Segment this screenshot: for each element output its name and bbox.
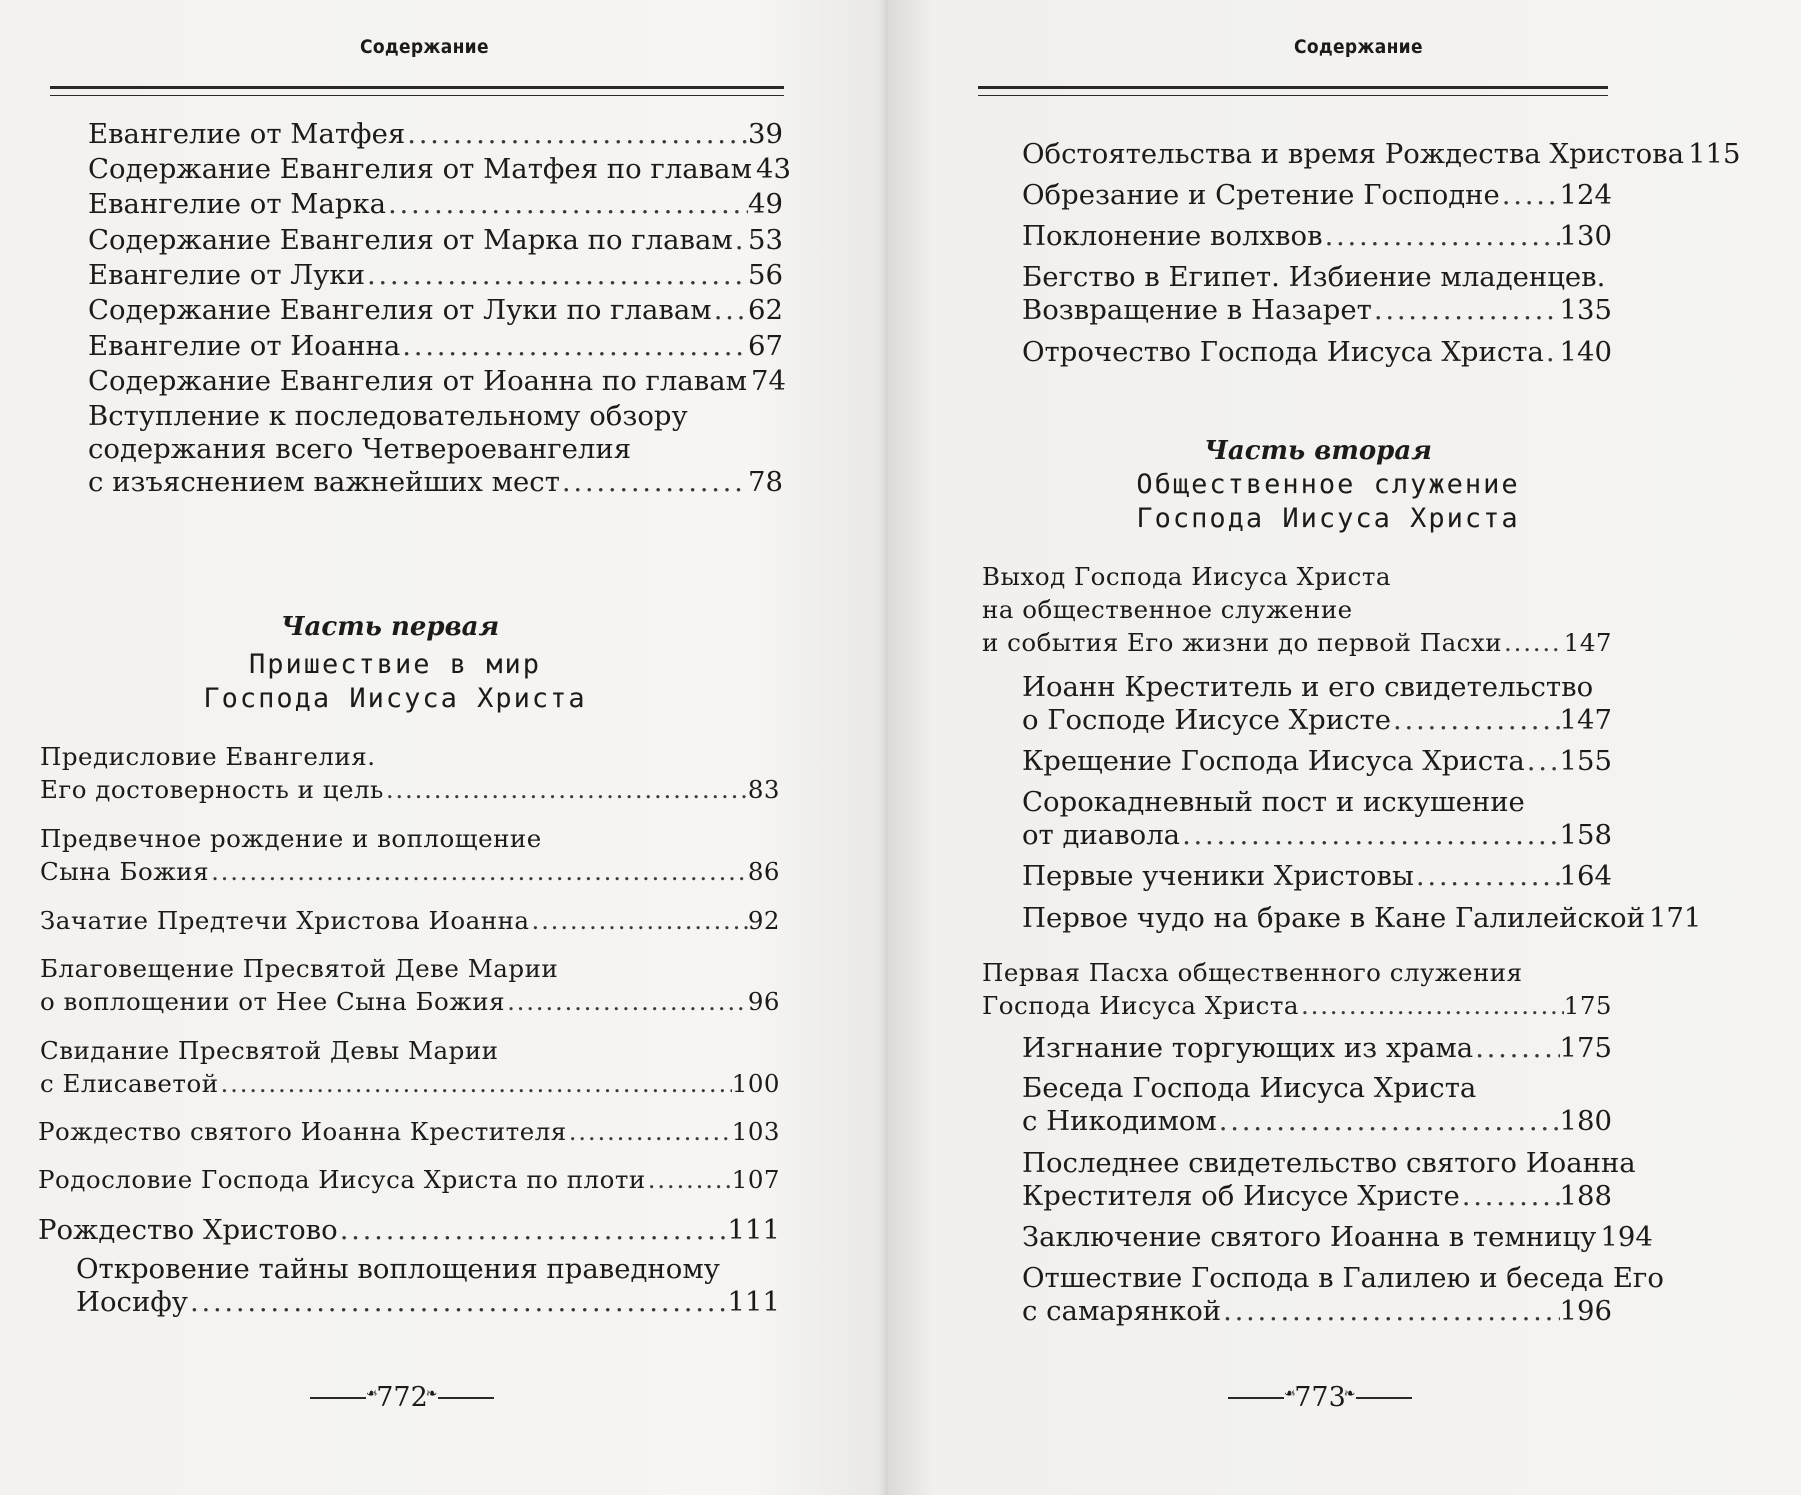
- dot-leader: [1544, 336, 1560, 369]
- toc-entry-title: на общественное служение: [982, 595, 1353, 624]
- toc-entry-title: с самарянкой: [1022, 1295, 1222, 1327]
- toc-entry-title: Свидание Пресвятой Девы Марии: [40, 1036, 499, 1065]
- toc-entry-title: Бегство в Египет. Избиение младенцев.: [1022, 261, 1606, 293]
- header-rule-right: [978, 86, 1608, 96]
- dot-leader: [1323, 220, 1560, 253]
- toc-entry-title: Евангелие от Луки: [88, 259, 365, 291]
- toc-entry[interactable]: [982, 560, 1612, 659]
- toc-page-number: 155: [1559, 745, 1612, 777]
- toc-entry-title: Господа Иисуса Христа: [982, 991, 1300, 1020]
- toc-entry-title: Рождество Христово: [38, 1214, 338, 1246]
- toc-page-number: 171: [1648, 902, 1702, 934]
- part-one-label: Часть первая: [280, 612, 500, 642]
- toc-page-number: 164: [1559, 860, 1612, 892]
- toc-page-number: 175: [1559, 1032, 1612, 1064]
- toc-page-number: 107: [731, 1165, 780, 1194]
- dot-leader: [1372, 294, 1560, 327]
- toc-page-number: 158: [1559, 819, 1612, 851]
- toc-page-number: 140: [1559, 336, 1612, 368]
- toc-entry-title: Поклонение волхвов: [1022, 220, 1323, 252]
- toc-page-number: 100: [731, 1069, 780, 1098]
- toc-entry-title: содержания всего Четвероевангелия: [88, 433, 632, 465]
- toc-entry-title: Выход Господа Иисуса Христа: [982, 562, 1391, 591]
- part-two-title-line-1: Общественное служение: [1136, 469, 1520, 500]
- page-number-right: 773: [1294, 1382, 1346, 1413]
- toc-entry[interactable]: [1022, 902, 1702, 935]
- part-one-title-line-1: Пришествие в мир: [248, 649, 542, 680]
- dot-leader: [560, 466, 748, 499]
- ornament-icon: [1356, 1397, 1412, 1399]
- dot-leader: [386, 188, 748, 221]
- toc-page-number: 196: [1559, 1295, 1612, 1327]
- toc-entry[interactable]: [40, 822, 780, 888]
- toc-entry-title: Его достоверность и цель: [40, 775, 384, 804]
- toc-entry[interactable]: [1022, 1262, 1664, 1328]
- toc-entry-title: Обрезание и Сретение Господне: [1022, 179, 1500, 211]
- dot-leader: [1414, 860, 1560, 893]
- toc-entry[interactable]: [88, 153, 791, 186]
- toc-entry-title: Обстоятельства и время Рождества Христова: [1022, 138, 1685, 170]
- dot-leader: [530, 904, 748, 937]
- dot-leader: [1217, 1105, 1560, 1138]
- toc-entry[interactable]: [1022, 1072, 1612, 1138]
- dot-leader: [1391, 704, 1559, 737]
- dot-leader: [219, 1067, 732, 1100]
- toc-page-number: 147: [1559, 704, 1612, 736]
- dot-leader: [1180, 819, 1559, 852]
- part-two-label: Часть вторая: [1204, 436, 1432, 466]
- toc-page-number: 78: [748, 466, 783, 498]
- toc-page-number: 53: [748, 224, 783, 256]
- toc-entry-title: Откровение тайны воплощения праведному: [76, 1253, 720, 1285]
- toc-page-number: 83: [747, 775, 780, 804]
- toc-entry-title: Содержание Евангелия от Иоанна по главам: [88, 365, 748, 397]
- toc-entry-title: Сорокадневный пост и искушение: [1022, 786, 1525, 818]
- toc-entry[interactable]: [1022, 261, 1612, 327]
- toc-entry[interactable]: [40, 740, 780, 806]
- ornament-icon: [438, 1397, 494, 1399]
- toc-entry-title: Евангелие от Марка: [88, 188, 387, 220]
- toc-entry-title: Крещение Господа Иисуса Христа: [1022, 745, 1525, 777]
- toc-entry-title: о Господе Иисусе Христе: [1022, 704, 1392, 736]
- toc-page-number: 62: [748, 294, 783, 326]
- toc-page-number: 67: [748, 330, 783, 362]
- toc-entry[interactable]: [88, 365, 787, 398]
- toc-page-number: 111: [727, 1286, 780, 1318]
- folio-left: [282, 1382, 522, 1413]
- left-page: [0, 0, 888, 1495]
- toc-entry[interactable]: [40, 1034, 780, 1100]
- toc-page-number: 115: [1688, 138, 1741, 170]
- toc-entry[interactable]: [38, 1163, 780, 1196]
- toc-entry-title: с Елисаветой: [40, 1069, 219, 1098]
- toc-entry-title: Содержание Евангелия от Матфея по главам: [88, 153, 752, 185]
- toc-entry-title: от диавола: [1022, 819, 1181, 851]
- dot-leader: [505, 985, 748, 1018]
- toc-page-number: 49: [748, 188, 783, 220]
- dot-leader: [338, 1214, 728, 1247]
- toc-entry-title: Рождество святого Иоанна Крестителя: [38, 1117, 567, 1146]
- toc-entry[interactable]: [1022, 336, 1612, 369]
- toc-entry[interactable]: [982, 956, 1612, 1022]
- dot-leader: [188, 1286, 728, 1319]
- toc-page-number: 130: [1559, 220, 1612, 252]
- toc-entry-title: и события Его жизни до первой Пасхи: [982, 628, 1503, 657]
- toc-entry-title: Последнее свидетельство святого Иоанна: [1022, 1147, 1636, 1179]
- dot-leader: [405, 118, 748, 151]
- dot-leader: [646, 1163, 732, 1196]
- toc-entry[interactable]: [1022, 786, 1612, 852]
- ornament-icon: [310, 1397, 366, 1399]
- toc-entry-title: Содержание Евангелия от Марка по главам: [88, 224, 733, 256]
- toc-entry-title: Зачатие Предтечи Христова Иоанна: [40, 906, 530, 935]
- toc-entry-title: Сына Божия: [40, 857, 210, 886]
- toc-entry[interactable]: [1022, 1147, 1636, 1213]
- toc-entry-title: Родословие Господа Иисуса Христа по плоти: [38, 1165, 646, 1194]
- toc-entry[interactable]: [76, 1253, 780, 1319]
- right-page: [888, 0, 1801, 1495]
- dot-leader: [1473, 1032, 1559, 1065]
- dot-leader: [567, 1115, 732, 1148]
- toc-entry-title: Первая Пасха общественного служения: [982, 958, 1523, 987]
- running-head-left: Содержание: [360, 36, 489, 58]
- toc-entry[interactable]: [88, 294, 783, 327]
- toc-entry[interactable]: [1022, 1032, 1612, 1065]
- dot-leader: [1502, 626, 1564, 659]
- toc-entry[interactable]: [88, 259, 783, 292]
- toc-page-number: 124: [1559, 179, 1612, 211]
- toc-entry[interactable]: [1022, 138, 1741, 171]
- dot-leader: [1500, 179, 1560, 212]
- toc-page-number: 39: [748, 118, 783, 150]
- page-number-left: 772: [376, 1382, 428, 1413]
- dot-leader: [209, 855, 748, 888]
- toc-entry[interactable]: [88, 224, 783, 257]
- dot-leader: [400, 330, 748, 363]
- toc-page-number: 43: [755, 153, 791, 185]
- toc-entry-title: Отрочество Господа Иисуса Христа: [1022, 336, 1544, 368]
- toc-entry[interactable]: [88, 118, 783, 151]
- toc-entry[interactable]: [1022, 745, 1612, 778]
- toc-entry-title: Отшествие Господа в Галилею и беседа Его: [1022, 1262, 1664, 1294]
- dot-leader: [365, 259, 748, 292]
- toc-entry-title: Иоанн Креститель и его свидетельство: [1022, 671, 1594, 703]
- toc-entry-title: Первое чудо на браке в Кане Галилейской: [1022, 902, 1645, 934]
- toc-entry-title: Содержание Евангелия от Луки по главам: [88, 294, 712, 326]
- running-head-right: Содержание: [1294, 36, 1423, 58]
- toc-entry-title: Иосифу: [76, 1286, 188, 1318]
- toc-entry-title: Предвечное рождение и воплощение: [40, 824, 542, 853]
- toc-page-number: 86: [747, 857, 780, 886]
- toc-page-number: 188: [1559, 1180, 1612, 1212]
- toc-entry-title: с Никодимом: [1022, 1105, 1217, 1137]
- toc-entry[interactable]: [38, 1115, 780, 1148]
- toc-entry-title: Благовещение Пресвятой Деве Марии: [40, 954, 559, 983]
- dot-leader: [1525, 745, 1560, 778]
- toc-entry-title: Заключение святого Иоанна в темницу: [1022, 1221, 1597, 1253]
- part-one-title-line-2: Господа Иисуса Христа: [203, 683, 587, 714]
- toc-entry-title: Возвращение в Назарет: [1022, 294, 1372, 326]
- toc-page-number: 56: [748, 259, 783, 291]
- toc-entry[interactable]: [1022, 179, 1612, 212]
- toc-entry[interactable]: [88, 188, 783, 221]
- toc-entry-title: о воплощении от Нее Сына Божия: [40, 987, 506, 1016]
- toc-entry-title: Евангелие от Иоанна: [88, 330, 401, 362]
- dot-leader: [384, 773, 748, 806]
- part-two-title-line-2: Господа Иисуса Христа: [1136, 503, 1520, 534]
- toc-entry-title: Предисловие Евангелия.: [40, 742, 376, 771]
- toc-entry-title: Изгнание торгующих из храма: [1022, 1032, 1474, 1064]
- toc-entry[interactable]: [88, 400, 783, 499]
- dot-leader: [1299, 989, 1564, 1022]
- toc-page-number: 175: [1563, 991, 1612, 1020]
- dot-leader: [1460, 1180, 1560, 1213]
- toc-page-number: 194: [1600, 1221, 1653, 1253]
- dot-leader: [712, 294, 748, 327]
- toc-entry-title: с изъяснением важнейших мест: [88, 466, 560, 498]
- toc-entry[interactable]: [1022, 1221, 1653, 1254]
- toc-page-number: 180: [1559, 1105, 1612, 1137]
- toc-entry[interactable]: [40, 904, 780, 937]
- toc-entry-title: Беседа Господа Иисуса Христа: [1022, 1072, 1477, 1104]
- toc-page-number: 135: [1559, 294, 1612, 326]
- toc-page-number: 92: [747, 906, 780, 935]
- dot-leader: [1221, 1295, 1559, 1328]
- folio-right: [1200, 1382, 1440, 1413]
- toc-page-number: 74: [751, 365, 787, 397]
- toc-entry[interactable]: [1022, 671, 1612, 737]
- header-rule-left: [50, 86, 784, 96]
- toc-entry[interactable]: [40, 952, 780, 1018]
- toc-entry[interactable]: [88, 330, 783, 363]
- ornament-icon: [1228, 1397, 1284, 1399]
- toc-page-number: 111: [727, 1214, 780, 1246]
- toc-page-number: 96: [747, 987, 780, 1016]
- toc-entry-title: Евангелие от Матфея: [88, 118, 406, 150]
- toc-entry-title: Первые ученики Христовы: [1022, 860, 1414, 892]
- dot-leader: [733, 224, 748, 257]
- toc-page-number: 147: [1563, 628, 1612, 657]
- toc-entry[interactable]: [1022, 860, 1612, 893]
- toc-entry-title: Крестителя об Иисусе Христе: [1022, 1180, 1460, 1212]
- toc-entry[interactable]: [1022, 220, 1612, 253]
- toc-page-number: 103: [731, 1117, 780, 1146]
- toc-entry-title: Вступление к последовательному обзору: [88, 400, 688, 432]
- toc-entry[interactable]: [38, 1214, 780, 1247]
